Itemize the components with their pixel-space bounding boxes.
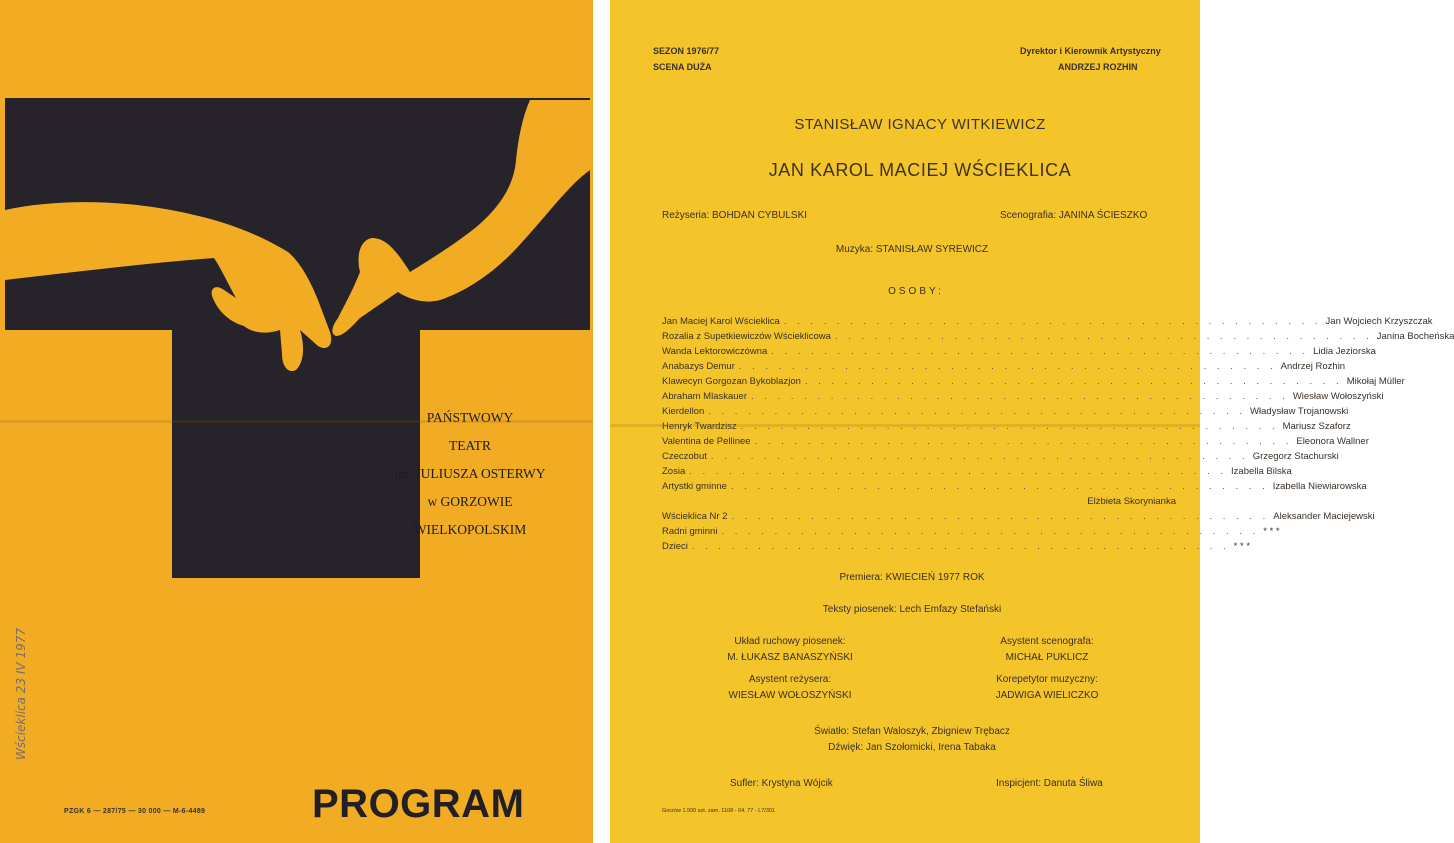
leader-dots: . . . . . . . . . . . . . . . . . . . . . . . . . . . . . . . . . . . . . . . . . — [740, 421, 1279, 432]
cast-role: Dzieci — [662, 541, 688, 552]
repetiteur-name: JADWIGA WIELICZKO — [995, 690, 1099, 701]
cast-actor: Mariusz Szaforz — [1282, 421, 1351, 432]
leader-dots: . . . . . . . . . . . . . . . . . . . . . . . . . . . . . . . . . . . . . . . . . — [834, 331, 1373, 342]
cast-role: Valentina de Pellinee — [662, 436, 751, 447]
repetiteur-label: Korepetytor muzyczny: — [996, 674, 1098, 685]
leader-dots: . . . . . . . . . . . . . . . . . . . . . . . . . . . . . . . . . . . . . . . . . — [708, 406, 1247, 417]
leader-dots: . . . . . . . . . . . . . . . . . . . . . . . . . . . . . . . . . . . . . . . . . — [731, 511, 1270, 522]
cast-actor: Władysław Trojanowski — [1250, 406, 1349, 417]
cast-role: Kierdellon — [662, 406, 705, 417]
cast-role: Klawecyn Gorgozan Bykoblazjon — [662, 376, 801, 387]
season: SEZON 1976/77 — [653, 46, 720, 56]
cast-actor: Eleonora Wallner — [1296, 436, 1369, 447]
lyrics-credit: Teksty piosenek: Lech Emfazy Stefański — [822, 604, 1002, 615]
cast-row — [662, 406, 1349, 420]
program-inner-page — [610, 0, 1454, 843]
movement-label: Układ ruchowy piosenek: — [734, 636, 846, 647]
fold-crease — [0, 420, 593, 423]
cast-row — [662, 436, 1369, 450]
lighting-credit: Światło: Stefan Waloszyk, Zbigniew Trębacz — [814, 726, 1010, 737]
asst-scenographer-label: Asystent scenografa: — [1000, 636, 1094, 647]
leader-dots: . . . . . . . . . . . . . . . . . . . . . . . . . . . . . . . . . . . . . . . . . — [751, 391, 1289, 402]
leader-dots: . . . . . . . . . . . . . . . . . . . . . . . . . . . . . . . . . . . . . . . . . — [771, 346, 1310, 357]
director-name: ANDRZEJ ROZHIN — [1058, 62, 1138, 72]
cast-actor: Wiesław Wołoszyński — [1292, 391, 1384, 402]
cast-role: Anabazys Demur — [662, 361, 735, 372]
cast-role: Abraham Mlaskauer — [662, 391, 748, 402]
scenography-credit: Scenografia: JANINA ŚCIESZKO — [1000, 210, 1148, 221]
cast-row — [662, 331, 1454, 345]
cast-actor: Jan Wojciech Krzyszczak — [1325, 316, 1433, 327]
leader-dots: . . . . . . . . . . . . . . . . . . . . . . . . . . . . . . . . . . . . . . . . . — [689, 466, 1228, 477]
cast-heading: OSOBY: — [888, 286, 944, 297]
leader-dots: . . . . . . . . . . . . . . . . . . . . . . . . . . . . . . . . . . . . . . . . . — [754, 436, 1293, 447]
cast-row — [662, 346, 1376, 360]
fold-crease — [610, 424, 1200, 427]
cast-row — [662, 526, 1280, 540]
theatre-line: WIELKOPOLSKIM — [413, 522, 527, 537]
premiere: Premiera: KWIECIEŃ 1977 ROK — [839, 572, 985, 583]
cast-row — [662, 376, 1405, 390]
author: STANISŁAW IGNACY WITKIEWICZ — [794, 116, 1046, 133]
theatre-line: PAŃSTWOWY — [426, 410, 514, 425]
cast-actor: Izabella Niewiarowska — [1272, 481, 1367, 492]
cast-actor: Izabella Bilska — [1231, 466, 1292, 477]
stage: SCENA DUŻA — [653, 62, 712, 72]
cast-row — [662, 451, 1339, 465]
cast-row — [662, 541, 1251, 555]
music-credit: Muzyka: STANISŁAW SYREWICZ — [835, 244, 989, 255]
print-info: Gorzów 1.500 szt. zam. 1108 - 04. 77 - L7/301 — [662, 808, 776, 814]
play-title: JAN KAROL MACIEJ WŚCIEKLICA — [768, 160, 1072, 180]
movement-name: M. ŁUKASZ BANASZYŃSKI — [727, 652, 853, 663]
cast-row — [662, 316, 1433, 330]
cast-actor: * * * — [1233, 541, 1251, 552]
theatre-line: w GORZOWIE — [427, 494, 513, 509]
program-label: PROGRAM — [312, 782, 525, 826]
cast-role: Rozalia z Supetkiewiczów Wścieklicowa — [662, 331, 831, 342]
leader-dots: . . . . . . . . . . . . . . . . . . . . . . . . . . . . . . . . . . . . . . . . . — [721, 526, 1260, 537]
theatre-name — [380, 404, 560, 544]
sound-credit: Dźwięk: Jan Szołomicki, Irena Tabaka — [828, 742, 996, 753]
leader-dots: . . . . . . . . . . . . . . . . . . . . . . . . . . . . . . . . . . . . . . . . . — [738, 361, 1277, 372]
directing-credit: Reżyseria: BOHDAN CYBULSKI — [662, 210, 808, 221]
cast-role: Wanda Lektorowiczówna — [662, 346, 768, 357]
cast-row — [662, 361, 1346, 375]
leader-dots: . . . . . . . . . . . . . . . . . . . . . . . . . . . . . . . . . . . . . . . . . — [691, 541, 1230, 552]
cast-actor: Elżbieta Skorynianka — [1087, 496, 1176, 507]
cast-actor: Aleksander Maciejewski — [1273, 511, 1375, 522]
cast-role: Henryk Twardzisz — [662, 421, 737, 432]
cast-actor: * * * — [1263, 526, 1280, 537]
theatre-line: TEATR — [449, 438, 491, 453]
cast-role: Jan Maciej Karol Wścieklica — [662, 316, 780, 327]
stage-manager-credit: Inspicjent: Danuta Śliwa — [996, 778, 1103, 789]
cast-row — [662, 511, 1375, 525]
leader-dots: . . . . . . . . . . . . . . . . . . . . . . . . . . . . . . . . . . . . . . . . . — [783, 316, 1322, 327]
leader-dots: . . . . . . . . . . . . . . . . . . . . . . . . . . . . . . . . . . . . . . . . . — [710, 451, 1249, 462]
cast-row — [662, 481, 1367, 495]
cast-actor: Janina Bocheńska — [1376, 331, 1454, 342]
asst-director-label: Asystent reżysera: — [748, 674, 832, 685]
cast-role: Zosia — [662, 466, 686, 477]
cast-row — [662, 496, 1176, 510]
cast-actor: Lidia Jeziorska — [1313, 346, 1376, 357]
asst-director-name: WIESŁAW WOŁOSZYŃSKI — [728, 690, 852, 701]
cast-actor: Grzegorz Stachurski — [1252, 451, 1339, 462]
cast-actor: Mikołaj Müller — [1346, 376, 1405, 387]
cast-row — [662, 391, 1384, 405]
cast-actor: Andrzej Rozhin — [1280, 361, 1346, 372]
cast-row — [662, 466, 1292, 480]
handwritten-note: Wścieklica 23 IV 1977 — [14, 628, 28, 760]
director-title: Dyrektor i Kierownik Artystyczny — [1020, 46, 1161, 56]
prompter-credit: Sufler: Krystyna Wójcik — [730, 778, 833, 789]
printer-line: PZGK 6 — 287/75 — 30 000 — M-6-4489 — [64, 808, 206, 815]
leader-dots: . . . . . . . . . . . . . . . . . . . . . . . . . . . . . . . . . . . . . . . . . — [730, 481, 1269, 492]
cast-role: Artystki gminne — [662, 481, 727, 492]
cast-role: Wścieklica Nr 2 — [662, 511, 728, 522]
cast-role: Czeczobut — [662, 451, 707, 462]
program-cover — [0, 0, 593, 843]
leader-dots: . . . . . . . . . . . . . . . . . . . . . . . . . . . . . . . . . . . . . . . . . — [804, 376, 1343, 387]
asst-scenographer-name: MICHAŁ PUKLICZ — [1005, 652, 1089, 663]
cast-role: Radni gminni — [662, 526, 718, 537]
theatre-line: im. JULIUSZA OSTERWY — [394, 466, 546, 481]
